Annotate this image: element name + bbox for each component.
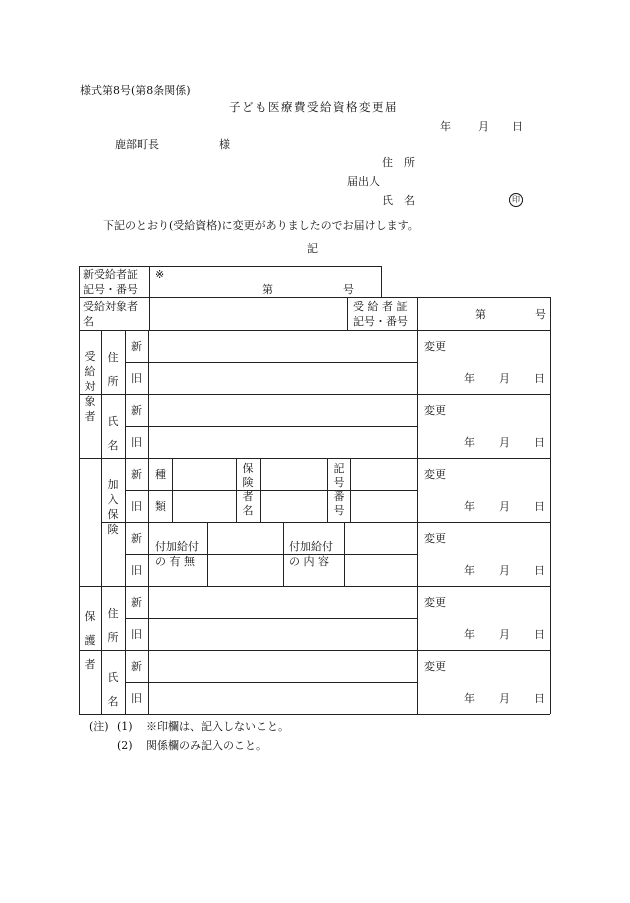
note-1-num: (1) xyxy=(117,720,133,733)
new-cert-go: 号 xyxy=(343,283,354,296)
recipient-name-old-field[interactable] xyxy=(149,427,416,457)
change-month: 月 xyxy=(499,628,510,641)
change-year: 年 xyxy=(464,564,475,577)
old-label: 旧 xyxy=(131,372,142,385)
change-day: 日 xyxy=(534,628,545,641)
new-cert-label-1: 新受給者証 xyxy=(83,268,138,281)
cert-number-field[interactable] xyxy=(418,298,549,329)
insurance-type-label: 類 xyxy=(155,500,166,513)
change-year: 年 xyxy=(464,692,475,705)
supplement-yn-label-2: の 有 無 xyxy=(155,555,195,568)
ki-label: 記 xyxy=(307,242,318,255)
change-month: 月 xyxy=(499,436,510,449)
old-label: 旧 xyxy=(131,436,142,449)
change-month: 月 xyxy=(499,692,510,705)
change-month: 月 xyxy=(499,564,510,577)
change-day: 日 xyxy=(534,436,545,449)
recipient-address-old-field[interactable] xyxy=(149,363,416,393)
symbol-number-new-field[interactable] xyxy=(351,459,416,489)
section-recipient: 受給対象者 xyxy=(84,350,96,423)
seal-mark xyxy=(509,193,523,207)
cert-label-1: 受 給 者 証 xyxy=(353,300,408,313)
form-title: 子ども医療費受給資格変更届 xyxy=(229,100,398,114)
note-1-text: ※印欄は、記入しないこと。 xyxy=(146,720,289,733)
supplement-content-old-field[interactable] xyxy=(345,555,416,585)
section-guardian: 保護者 xyxy=(84,610,96,671)
change-label: 変更 xyxy=(424,340,446,353)
new-label: 新 xyxy=(131,340,142,353)
recipient-name-sub-label: 氏名 xyxy=(107,415,119,452)
recipient-name-field[interactable] xyxy=(150,298,346,329)
recipient-name-new-field[interactable] xyxy=(149,395,416,425)
honorific: 様 xyxy=(219,138,230,151)
change-month: 月 xyxy=(499,500,510,513)
new-cert-label-2: 記号・番号 xyxy=(83,283,138,296)
intro-text: 下記のとおり(受給資格)に変更がありましたのでお届けします。 xyxy=(103,219,419,232)
recipient-address-label: 住所 xyxy=(107,351,119,388)
change-label: 変更 xyxy=(424,404,446,417)
change-label: 変更 xyxy=(424,660,446,673)
change-day: 日 xyxy=(534,692,545,705)
new-label: 新 xyxy=(131,468,142,481)
change-label: 変更 xyxy=(424,596,446,609)
header-year: 年 xyxy=(440,120,451,133)
new-label: 新 xyxy=(131,404,142,417)
new-label: 新 xyxy=(131,532,142,545)
insurance-type-old-field[interactable] xyxy=(173,491,235,521)
change-year: 年 xyxy=(464,372,475,385)
note-2-num: (2) xyxy=(117,739,133,752)
guardian-name-new-field[interactable] xyxy=(149,651,416,681)
seal-text: 印 xyxy=(509,193,523,207)
new-label: 新 xyxy=(131,660,142,673)
insurer-name-label: 保険者名 xyxy=(242,462,254,517)
change-day: 日 xyxy=(534,564,545,577)
supplement-content-label-2: の 内 容 xyxy=(289,555,329,568)
recipient-name-label-2: 名 xyxy=(83,315,94,328)
addressee: 鹿部町長 xyxy=(115,138,159,151)
guardian-address-old-field[interactable] xyxy=(149,619,416,649)
guardian-address-label: 住所 xyxy=(107,607,119,644)
supplement-yn-new-field[interactable] xyxy=(208,523,282,553)
supplement-yn-old-field[interactable] xyxy=(208,555,282,585)
supplement-content-label-1: 付加給付 xyxy=(289,540,333,553)
recipient-name-label-1: 受給対象者 xyxy=(83,300,138,313)
symbol-number-label: 記号番号 xyxy=(333,462,345,517)
change-label: 変更 xyxy=(424,468,446,481)
form-number: 様式第8号(第8条関係) xyxy=(80,84,191,97)
change-day: 日 xyxy=(534,500,545,513)
insurer-name-new-field[interactable] xyxy=(261,459,326,489)
name-label: 氏 名 xyxy=(382,194,415,207)
new-label: 新 xyxy=(131,596,142,609)
insurer-name-old-field[interactable] xyxy=(261,491,326,521)
change-year: 年 xyxy=(464,500,475,513)
office-use-mark: ※ xyxy=(155,268,165,281)
insurance-type-new-field[interactable] xyxy=(173,459,235,489)
insurance-type-label-1: 種 xyxy=(155,468,166,481)
section-insurance: 加入保険 xyxy=(107,478,119,536)
notifier-label: 届出人 xyxy=(347,175,380,188)
old-label: 旧 xyxy=(131,500,142,513)
supplement-yn-label-1: 付加給付 xyxy=(155,540,199,553)
recipient-address-new-field[interactable] xyxy=(149,331,416,361)
symbol-number-old-field[interactable] xyxy=(351,491,416,521)
cert-dai: 第 xyxy=(475,308,486,321)
guardian-name-label: 氏名 xyxy=(107,671,119,708)
address-label: 住 所 xyxy=(382,156,415,169)
header-month: 月 xyxy=(478,120,489,133)
notes-prefix: (注) xyxy=(89,720,109,733)
guardian-name-old-field[interactable] xyxy=(149,683,416,713)
cert-label-2: 記号・番号 xyxy=(353,315,408,328)
supplement-content-new-field[interactable] xyxy=(345,523,416,553)
old-label: 旧 xyxy=(131,628,142,641)
old-label: 旧 xyxy=(131,564,142,577)
change-day: 日 xyxy=(534,372,545,385)
guardian-address-new-field[interactable] xyxy=(149,587,416,617)
change-year: 年 xyxy=(464,628,475,641)
note-2-text: 関係欄のみ記入のこと。 xyxy=(146,739,267,752)
new-cert-field[interactable] xyxy=(150,267,380,296)
old-label: 旧 xyxy=(131,692,142,705)
cert-go: 号 xyxy=(535,308,546,321)
new-cert-dai: 第 xyxy=(262,283,273,296)
change-label: 変更 xyxy=(424,532,446,545)
change-month: 月 xyxy=(499,372,510,385)
header-day: 日 xyxy=(512,120,523,133)
change-year: 年 xyxy=(464,436,475,449)
